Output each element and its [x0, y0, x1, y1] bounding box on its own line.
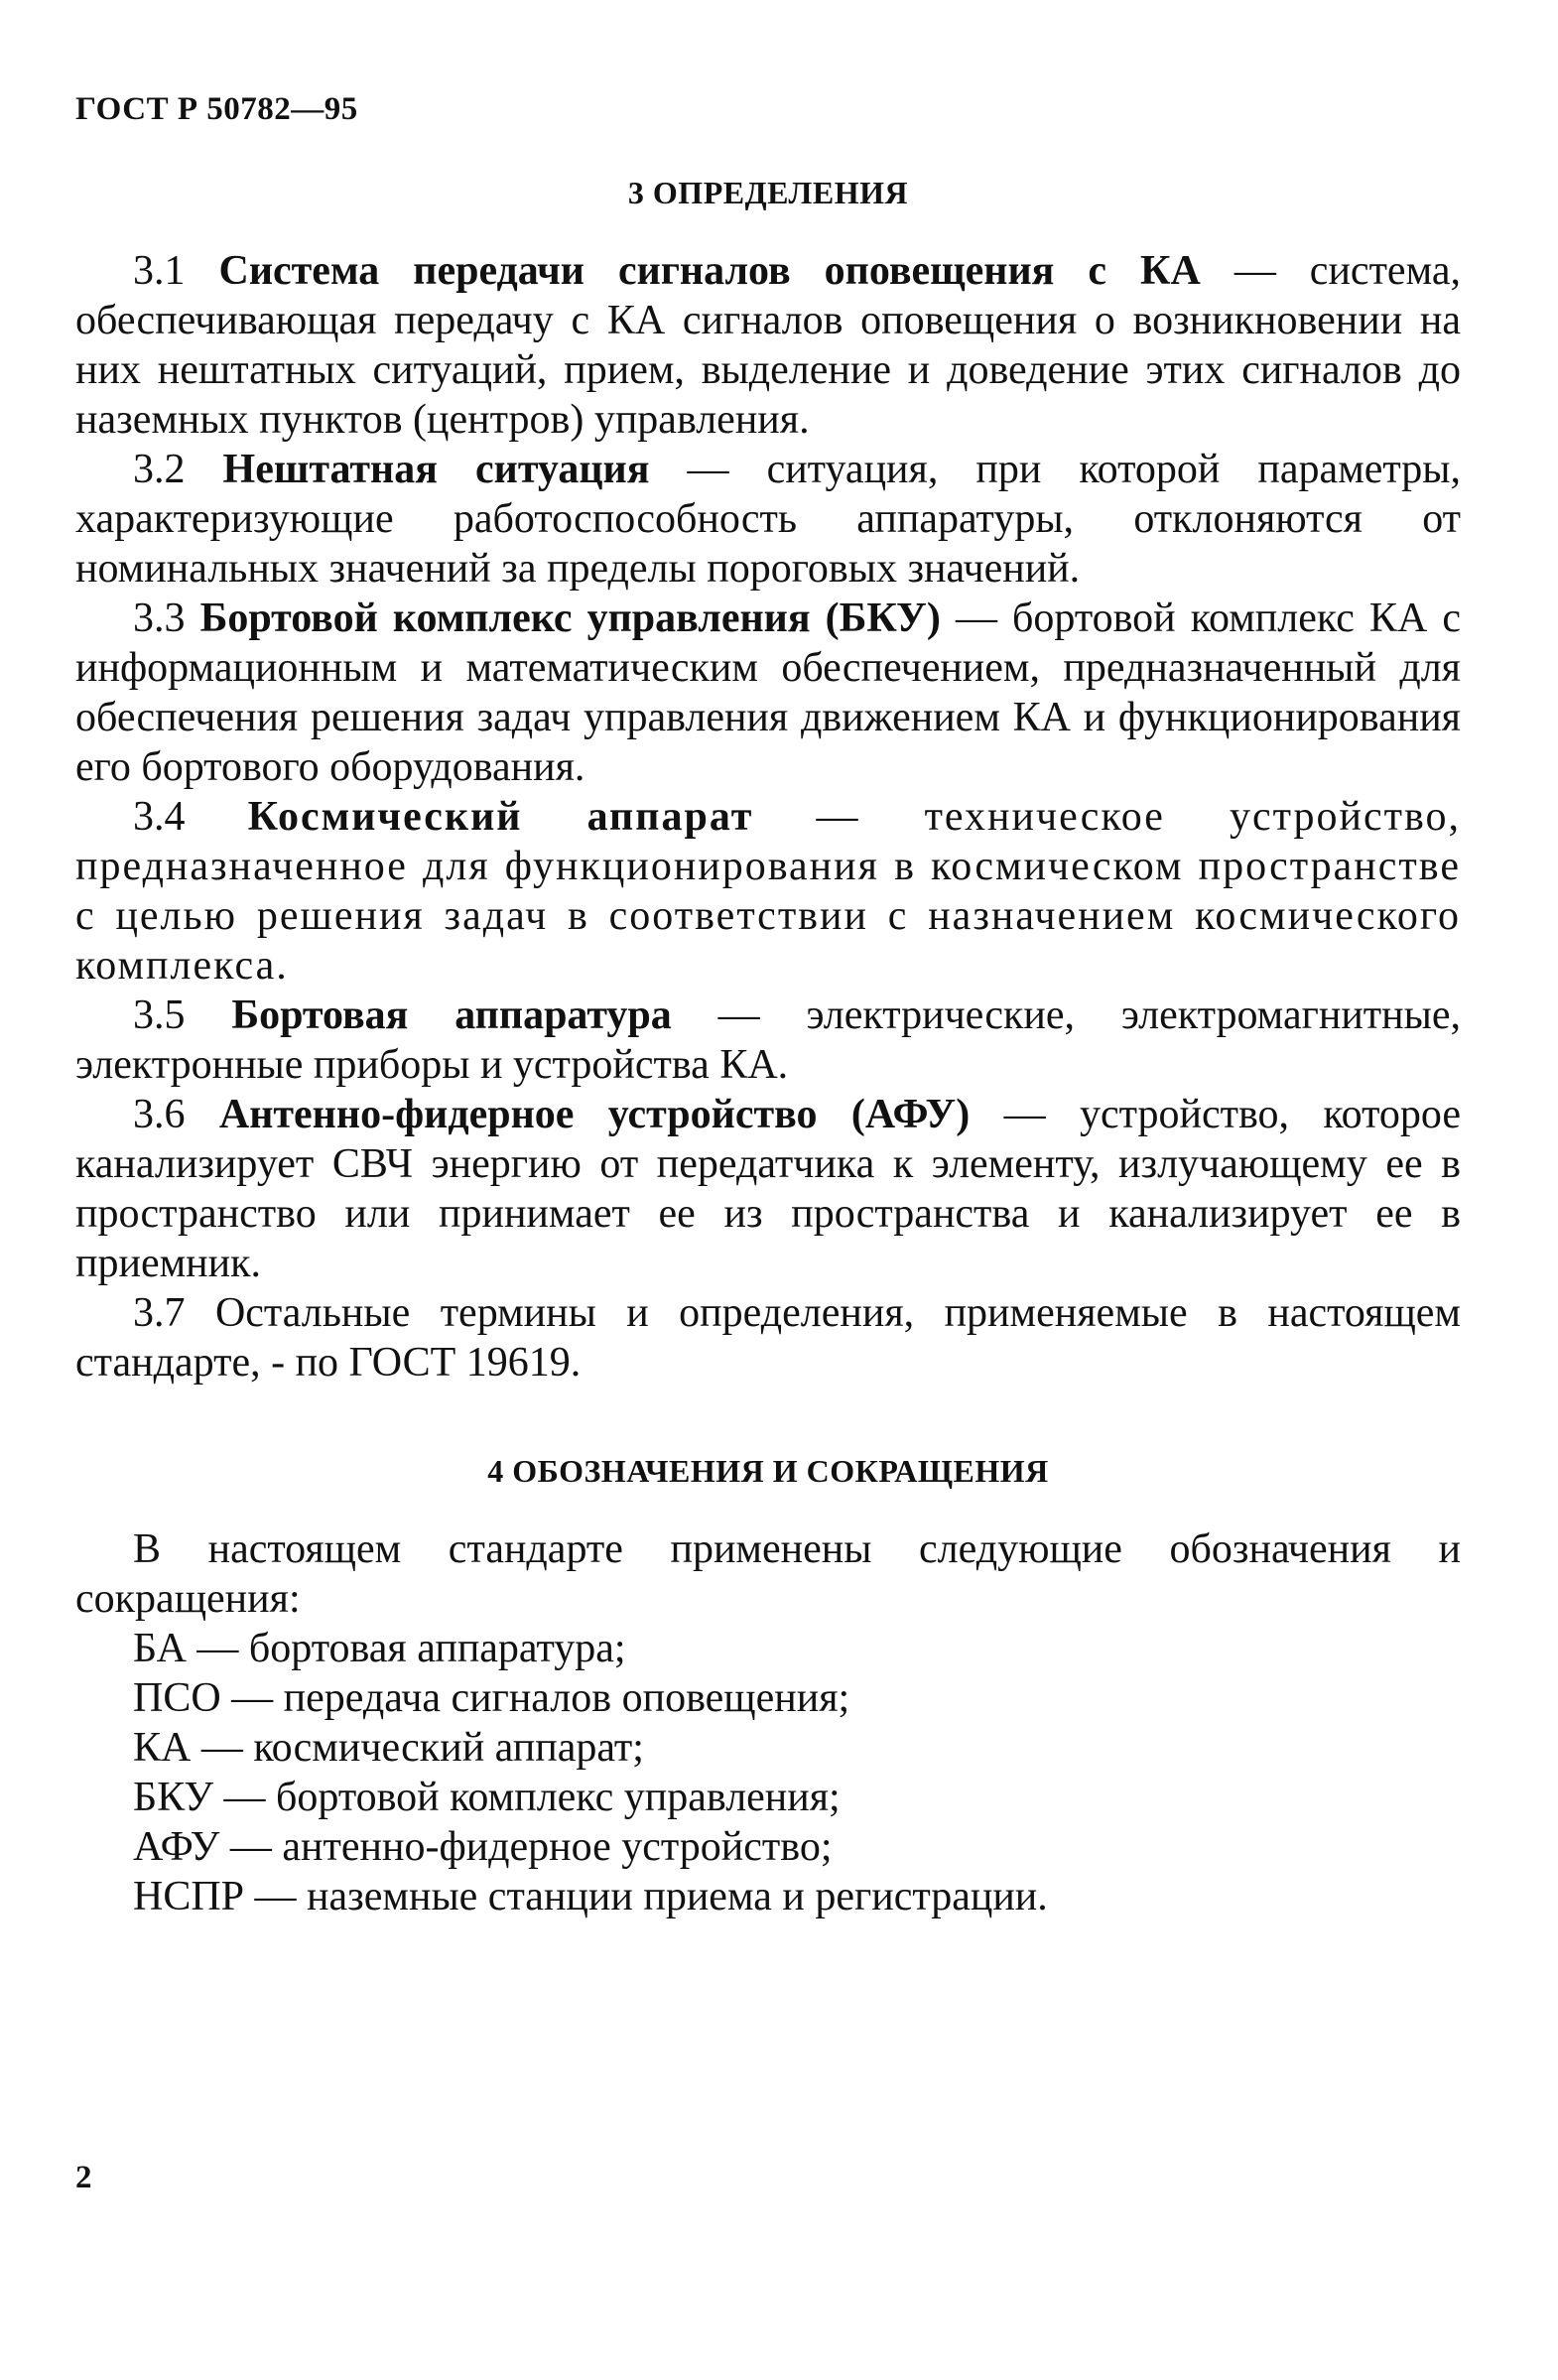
abbreviations-list — [75, 1624, 1461, 1921]
abbreviation-item: БА — бортовая аппаратура; — [133, 1626, 626, 1671]
definition-item — [75, 246, 1461, 445]
document-id: ГОСТ Р 50782—95 — [75, 91, 358, 127]
definition-item — [75, 594, 1461, 792]
definition-number: 3.7 — [133, 1290, 186, 1336]
definition-text: — система, обеспечивающая передачу с КА сигналов оповещения о возникновении на них нештатных ситуаций, прием, выделение и доведение этих сигналов до наземных пунктов (центров) управления. — [75, 248, 1461, 443]
definition-text: — бортовой комплекс КА с информационным и математическим обеспечением, предназначенный для обеспечения решения задач управления движением КА и функционирования его бортового оборудования. — [75, 595, 1461, 790]
section-heading-definitions: 3 ОПРЕДЕЛЕНИЯ — [627, 175, 909, 210]
definition-item — [75, 991, 1461, 1090]
section-heading-abbreviations: 4 ОБОЗНАЧЕНИЯ И СОКРАЩЕНИЯ — [487, 1453, 1049, 1489]
abbreviation-item: НСПР — наземные станции приема и регистрации. — [133, 1874, 1048, 1919]
definition-number: 3.3 — [133, 595, 186, 641]
definition-number: 3.1 — [133, 248, 186, 294]
definition-number: 3.2 — [133, 447, 186, 492]
abbreviation-item: КА — космический аппарат; — [133, 1725, 644, 1771]
definition-term: Система передачи сигналов оповещения с КА — [218, 248, 1201, 294]
abbreviation-item: ПСО — передача сигналов оповещения; — [133, 1675, 850, 1721]
definition-number: 3.6 — [133, 1092, 186, 1137]
page-number: 2 — [75, 2160, 92, 2195]
definition-text: — техническое устройство, предназначенное для функционирования в космическом пространстве с целью решения задач в соответствии с назначением космического комплекса. — [75, 794, 1461, 989]
definition-text: — устройство, которое канализирует СВЧ энергию от передатчика к элементу, излучающему ее в пространство или принимает ее из пространства и канализирует ее в приемник. — [75, 1092, 1462, 1286]
abbreviation-item: АФУ — антенно-фидерное устройство; — [133, 1824, 833, 1870]
definition-term: Нештатная ситуация — [222, 447, 650, 492]
definition-number: 3.4 — [133, 794, 186, 840]
definition-term: Антенно-фидерное устройство (АФУ) — [218, 1092, 971, 1137]
abbreviation-item: БКУ — бортовой комплекс управления; — [133, 1775, 841, 1820]
definition-item — [75, 792, 1461, 991]
definition-term: Бортовая аппаратура — [231, 992, 672, 1038]
definition-term: Бортовой комплекс управления (БКУ) — [199, 595, 941, 641]
definition-item — [75, 1090, 1461, 1288]
definition-text: — ситуация, при которой параметры, характеризующие работоспособность аппаратуры, отклоняются от номинальных значений за пределы пороговых значений. — [75, 447, 1461, 592]
definition-text: — электрические, электромагнитные, электронные приборы и устройства КА. — [75, 992, 1461, 1088]
abbreviations-intro: В настоящем стандарте применены следующие обозначения и сокращения: — [75, 1526, 1461, 1622]
definition-item — [75, 1288, 1461, 1388]
definition-item — [75, 445, 1461, 594]
definition-number: 3.5 — [133, 992, 186, 1038]
definitions-list — [75, 246, 1461, 1388]
definition-term: Космический аппарат — [247, 794, 754, 840]
abbreviations-block — [75, 1524, 1461, 1921]
definition-text: Остальные термины и определения, применяемые в настоящем стандарте, - по ГОСТ 19619. — [75, 1290, 1461, 1386]
